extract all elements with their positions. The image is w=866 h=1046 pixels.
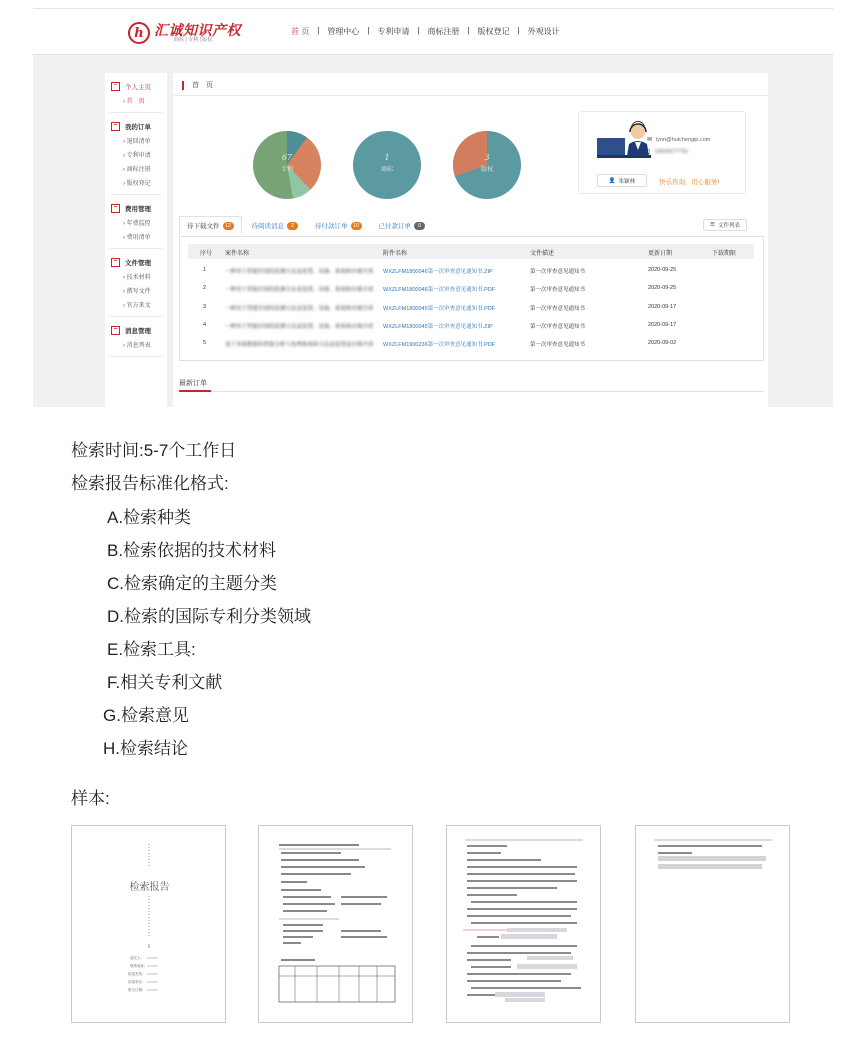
sidebar-head-messages[interactable]: − 消息管理: [111, 326, 167, 335]
svg-text:联系地址:: 联系地址:: [130, 964, 146, 968]
nav-copyright-registration[interactable]: 版权登记: [477, 27, 510, 36]
sidebar-item-annual-fee[interactable]: › 年费监控: [123, 221, 151, 227]
table-row: 5 基于多源数据的智能分析与处理系统和方法及装置及存储介质 WXZLFM1900236第一次审查意见通知书.PDF 第一次审查意见通知书 2020-09-02: [203, 340, 677, 348]
nav-separator: |: [467, 26, 470, 35]
sidebar-group-fees: [111, 204, 167, 241]
cover-title: 检索报告: [129, 882, 170, 893]
sidebar-group-personal: [111, 82, 167, 105]
contact-email: ✉ lynn@huichengip.com: [647, 136, 711, 143]
sample-title: 样本:: [71, 789, 110, 808]
mail-icon: ✉: [647, 137, 653, 143]
pie-patent-label: 专利: [280, 167, 293, 173]
sidebar-head-personal[interactable]: − 个人主页: [111, 82, 167, 91]
list-icon: ☰: [710, 222, 715, 228]
sidebar: [105, 73, 167, 408]
nav-separator: |: [517, 26, 520, 35]
brand-logo[interactable]: [128, 20, 241, 46]
logo-mark-icon: h: [128, 22, 150, 44]
table-header: 序号 案件名称 附件名称 文件描述 更新日期 下载期限: [188, 244, 754, 259]
format-item: H.检索结论: [103, 739, 188, 758]
sidebar-item-fee-list[interactable]: › 费用清单: [123, 235, 151, 241]
logo-name: 汇诚知识产权: [154, 21, 241, 38]
collapse-icon[interactable]: −: [111, 326, 120, 335]
nav-patent-application[interactable]: 专利申请: [377, 27, 410, 36]
nav-separator: |: [367, 26, 370, 35]
attachment-link[interactable]: WXZLFM1800046第一次审查意见通知书.PDF: [383, 287, 496, 293]
customer-service-agent-icon: [597, 120, 651, 165]
breadcrumb: 首 页: [182, 80, 213, 90]
tab-unpaid-orders[interactable]: 待付款订单 10: [308, 216, 369, 235]
latest-orders-title: 最新订单: [179, 380, 207, 387]
sidebar-item-home[interactable]: › 首 页: [123, 99, 145, 105]
sidebar-item-drafts[interactable]: › 撰写文件: [123, 289, 151, 295]
sample-page-conclusion[interactable]: [635, 825, 790, 1023]
tab-paid-orders[interactable]: 已付款订单 0: [372, 216, 433, 235]
pie-patent[interactable]: [253, 131, 321, 199]
phone-icon: ▯: [647, 149, 651, 155]
search-time: 检索时间:5-7个工作日: [71, 441, 237, 460]
attachment-link[interactable]: WXZLFM1800045第一次审查意见通知书.PDF: [383, 306, 496, 312]
portal-screenshot: [33, 8, 833, 407]
main-nav: [283, 26, 568, 37]
table-row: 4 一种用于智能识别的监测方法及装置、设备、系统和存储介质 WXZLFM1800045第一次审查意见通知书.ZIP 第一次审查意见通知书 2020-09-17: [203, 322, 677, 330]
logo-subtitle: 商标 | 专利 | 版权: [174, 36, 213, 43]
format-item: B.检索依据的技术材料: [107, 541, 277, 560]
table-row: 1 一种用于智能识别的监测方法及装置、设备、系统和存储介质 WXZLFM1800046第一次审查意见通知书.ZIP 第一次审查意见通知书 2020-09-25: [203, 267, 677, 275]
svg-text:·: ·: [523, 1013, 525, 1017]
nav-management-center[interactable]: 管理中心: [327, 27, 360, 36]
svg-text:报告日期:: 报告日期:: [128, 988, 144, 992]
sidebar-item-tech-material[interactable]: › 技术材料: [123, 275, 151, 281]
pie-copyright-value: 3: [484, 153, 490, 162]
format-item: C.检索确定的主题分类: [107, 574, 277, 593]
attachment-link[interactable]: WXZLFM1800045第一次审查意见通知书.ZIP: [383, 324, 493, 330]
format-title: 检索报告标准化格式:: [71, 474, 229, 493]
collapse-icon[interactable]: −: [111, 82, 120, 91]
nav-home[interactable]: 首 页: [291, 27, 310, 36]
svg-text:·: ·: [712, 1013, 714, 1017]
sidebar-group-files: [111, 258, 167, 309]
user-icon: 👤: [608, 177, 616, 184]
sample-page-form[interactable]: [258, 825, 413, 1023]
svg-text:委托人:: 委托人:: [130, 956, 142, 960]
sidebar-item-patent[interactable]: › 专利申请: [123, 153, 151, 159]
top-navigation-bar: [33, 9, 833, 55]
pie-copyright[interactable]: [453, 131, 521, 199]
svg-text:检索类型:: 检索类型:: [128, 972, 144, 976]
sample-page-opinion[interactable]: [446, 825, 601, 1023]
svg-text:·: ·: [335, 1013, 337, 1017]
nav-design[interactable]: 外观设计: [527, 27, 560, 36]
sidebar-item-returns[interactable]: › 退回清单: [123, 139, 151, 145]
format-item: A.检索种类: [107, 508, 192, 527]
nav-separator: |: [317, 26, 320, 35]
nav-trademark-registration[interactable]: 商标注册: [427, 27, 460, 36]
format-item: E.检索工具:: [107, 640, 196, 659]
contact-card: [578, 111, 746, 194]
contact-name-button[interactable]: 👤 朱颖林: [597, 174, 647, 187]
contact-slogan: 快乐咨询，用心服务!: [659, 179, 720, 186]
format-item: D.检索的国际专利分类领域: [107, 607, 311, 626]
svg-text:检索单位:: 检索单位:: [128, 980, 144, 984]
sidebar-head-orders[interactable]: − 我的订单: [111, 122, 167, 131]
tab-pending-downloads[interactable]: 待下载文件 12: [179, 216, 242, 235]
sidebar-item-message-list[interactable]: › 消息列表: [123, 343, 151, 349]
pie-trademark-value: 1: [384, 153, 390, 162]
pie-copyright-label: 版权: [480, 167, 493, 173]
pie-trademark-label: 商标: [380, 167, 393, 173]
file-list-button[interactable]: ☰ 文件列表: [703, 219, 747, 231]
table-row: 3 一种用于智能识别的监测方法及装置、设备、系统和存储介质 WXZLFM1800045第一次审查意见通知书.PDF 第一次审查意见通知书 2020-09-17: [203, 304, 677, 312]
sidebar-group-messages: [111, 326, 167, 349]
tab-bar: [179, 216, 435, 235]
attachment-link[interactable]: WXZLFM1900236第一次审查意见通知书.PDF: [383, 342, 496, 348]
sidebar-head-files[interactable]: − 文件管理: [111, 258, 167, 267]
sidebar-item-trademark[interactable]: › 商标注册: [123, 167, 151, 173]
collapse-icon[interactable]: −: [111, 122, 120, 131]
collapse-icon[interactable]: −: [111, 204, 120, 213]
collapse-icon[interactable]: −: [111, 258, 120, 267]
sample-page-cover[interactable]: [71, 825, 226, 1023]
downloads-table: [179, 236, 764, 361]
pie-trademark[interactable]: [353, 131, 421, 199]
tab-unread-messages[interactable]: 待阅读消息 2: [245, 216, 306, 235]
pie-patent-value: 67: [281, 153, 293, 162]
attachment-link[interactable]: WXZLFM1800046第一次审查意见通知书.ZIP: [383, 269, 493, 275]
contact-phone: ▯ 15830577756: [647, 148, 688, 155]
sidebar-group-orders: [111, 122, 167, 187]
sidebar-item-official[interactable]: › 官方来文: [123, 303, 151, 309]
stats-pies: [253, 131, 553, 199]
format-item: F.相关专利文献: [107, 673, 223, 692]
table-row: 2 一种用于智能识别的监测方法及装置、设备、系统和存储介质 WXZLFM1800046第一次审查意见通知书.PDF 第一次审查意见通知书 2020-09-25: [203, 285, 677, 293]
sidebar-item-copyright[interactable]: › 版权登记: [123, 181, 151, 187]
sidebar-head-fees[interactable]: − 费用管理: [111, 204, 167, 213]
format-item: G.检索意见: [103, 706, 189, 725]
main-panel: [173, 73, 768, 408]
nav-separator: |: [417, 26, 420, 35]
